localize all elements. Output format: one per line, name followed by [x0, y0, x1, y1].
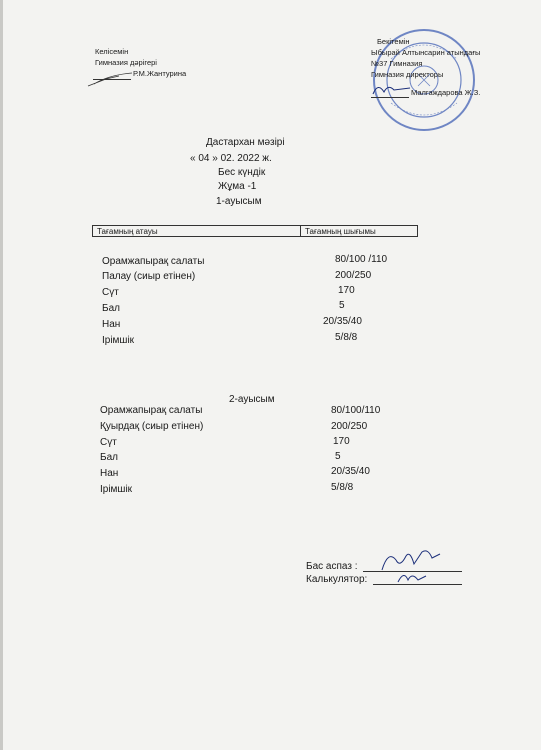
- approval-left-name: Р.М.Жантурина: [133, 69, 187, 78]
- list-item-amount: 170: [333, 436, 350, 447]
- list-item-name: Орамжапырақ салаты: [102, 256, 205, 267]
- approval-left-line2: Гимназия дәрігері: [95, 58, 157, 67]
- list-item-name: Нан: [100, 468, 119, 479]
- menu-header-table: [92, 225, 418, 237]
- director-signature: [370, 80, 414, 100]
- approval-right-line4: Гимназия директоры: [371, 70, 444, 79]
- approval-right-name: Малгаждарова Ж.З.: [411, 88, 481, 97]
- list-item-name: Палау (сиыр етінен): [102, 271, 196, 282]
- list-item-name: Бал: [102, 303, 120, 314]
- list-item-name: Нан: [102, 319, 121, 330]
- menu-title: Дастархан мәзірі: [206, 137, 285, 148]
- list-item-amount: 200/250: [335, 270, 372, 281]
- list-item-amount: 20/35/40: [331, 466, 370, 477]
- head-cook-label: Бас аспаз :: [306, 561, 358, 572]
- list-item-name: Қуырдақ (сиыр етінен): [100, 421, 204, 432]
- shift1-title: 1-ауысым: [216, 196, 262, 207]
- shift2-title: 2-ауысым: [229, 394, 275, 405]
- scan-edge: [0, 0, 3, 750]
- approval-right-line2: Ыбырай Алтынсарин атындағы: [371, 48, 481, 57]
- list-item-amount: 80/100 /110: [335, 254, 388, 265]
- list-item-name: Бал: [100, 452, 118, 463]
- list-item-amount: 80/100/110: [331, 405, 381, 416]
- column-header-yield: Тағамның шығымы: [301, 226, 418, 237]
- menu-date: « 04 » 02. 2022 ж.: [190, 153, 272, 164]
- calculator-signature: [394, 566, 430, 588]
- list-item-amount: 170: [338, 285, 355, 296]
- list-item-amount: 5/8/8: [331, 482, 354, 493]
- list-item-name: Орамжапырақ салаты: [100, 405, 203, 416]
- doctor-signature: [84, 70, 139, 90]
- list-item-amount: 20/35/40: [323, 316, 362, 327]
- list-item-amount: 5/8/8: [335, 332, 358, 343]
- menu-day: Жұма -1: [218, 181, 257, 192]
- calculator-label: Калькулятор:: [306, 574, 368, 585]
- approval-right-line1: Бекітемін: [377, 37, 410, 46]
- column-header-dish: Тағамның атауы: [93, 226, 301, 237]
- list-item-amount: 200/250: [331, 421, 368, 432]
- approval-right-line3: №37 Гимназия: [371, 59, 423, 68]
- list-item-name: Ірімшік: [102, 335, 135, 346]
- list-item-amount: 5: [335, 451, 341, 462]
- list-item-name: Ірімшік: [100, 484, 133, 495]
- menu-period: Бес күндік: [218, 167, 266, 178]
- list-item-name: Сүт: [100, 437, 117, 448]
- list-item-name: Сүт: [102, 287, 119, 298]
- approval-left-line1: Келісемін: [95, 47, 129, 56]
- list-item-amount: 5: [339, 300, 345, 311]
